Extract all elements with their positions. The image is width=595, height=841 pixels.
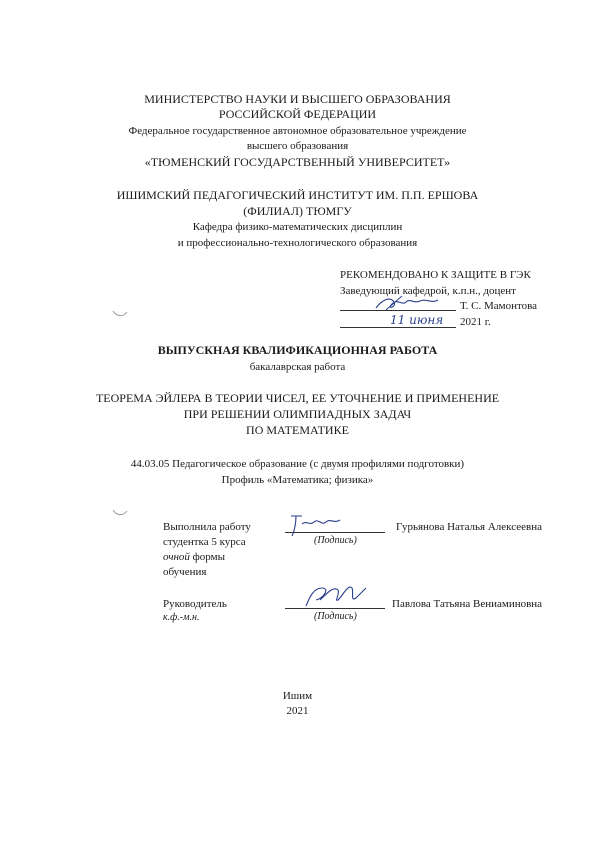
institute-name: ИШИМСКИЙ ПЕДАГОГИЧЕСКИЙ ИНСТИТУТ ИМ. П.П. ЕРШОВА [116, 188, 479, 202]
department-line-1: Кафедра физико-математических дисциплин [192, 221, 403, 233]
student-label-2: студентка 5 курса [163, 536, 246, 548]
scan-mark-icon [112, 508, 128, 518]
study-form-rest: формы [189, 551, 225, 563]
city: Ишим [282, 690, 313, 702]
study-form-italic: очной [163, 551, 190, 563]
supervisor-signature-caption: (Подпись) [314, 611, 357, 622]
approval-date-handwritten: 11 июня [390, 313, 444, 327]
institute-branch: (ФИЛИАЛ) ТЮМГУ [243, 204, 352, 218]
work-title-line-1: ТЕОРЕМА ЭЙЛЕРА В ТЕОРИИ ЧИСЕЛ, ЕЕ УТОЧНЕНИЕ И ПРИМЕНЕНИЕ [95, 391, 500, 405]
profile: Профиль «Математика; физика» [221, 474, 374, 486]
supervisor-label: Руководитель [163, 598, 227, 610]
speciality: 44.03.05 Педагогическое образование (с двумя профилями подготовки) [130, 458, 465, 470]
work-type: ВЫПУСКНАЯ КВАЛИФИКАЦИОННАЯ РАБОТА [157, 343, 438, 357]
student-label-4: обучения [163, 566, 207, 578]
student-label-1: Выполнила работу [163, 521, 251, 533]
university-name: «ТЮМЕНСКИЙ ГОСУДАРСТВЕННЫЙ УНИВЕРСИТЕТ» [144, 155, 451, 169]
student-name: Гурьянова Наталья Алексеевна [396, 521, 542, 533]
work-title-line-3: ПО МАТЕМАТИКЕ [246, 423, 349, 437]
ministry-line-2: РОССИЙСКОЙ ФЕДЕРАЦИИ [218, 107, 377, 121]
institution-type: Федеральное государственное автономное образовательное учреждение [128, 125, 467, 137]
approval-date-line [340, 327, 456, 328]
approval-name: Т. С. Мамонтова [460, 300, 538, 312]
education-level: высшего образования [246, 140, 349, 152]
supervisor-degree: к.ф.-м.н. [163, 612, 200, 623]
supervisor-signature-icon [300, 582, 370, 612]
scan-mark-icon [112, 309, 128, 319]
department-line-2: и профессионально-технологического образования [177, 237, 418, 249]
ministry-line-1: МИНИСТЕРСТВО НАУКИ И ВЫСШЕГО ОБРАЗОВАНИЯ [144, 92, 451, 106]
student-signature-caption: (Подпись) [314, 535, 357, 546]
supervisor-name: Павлова Татьяна Вениаминовна [392, 598, 543, 610]
approval-year: 2021 г. [460, 316, 491, 328]
approval-title: РЕКОМЕНДОВАНО К ЗАЩИТЕ В ГЭК [340, 269, 531, 281]
approval-signature-icon [372, 292, 442, 314]
work-level: бакалаврская работа [249, 361, 346, 373]
work-title-line-2: ПРИ РЕШЕНИИ ОЛИМПИАДНЫХ ЗАДАЧ [183, 407, 412, 421]
approval-position: Заведующий кафедрой, к.п.н., доцент [340, 285, 516, 297]
year: 2021 [286, 705, 309, 717]
student-label-3 [163, 550, 225, 564]
